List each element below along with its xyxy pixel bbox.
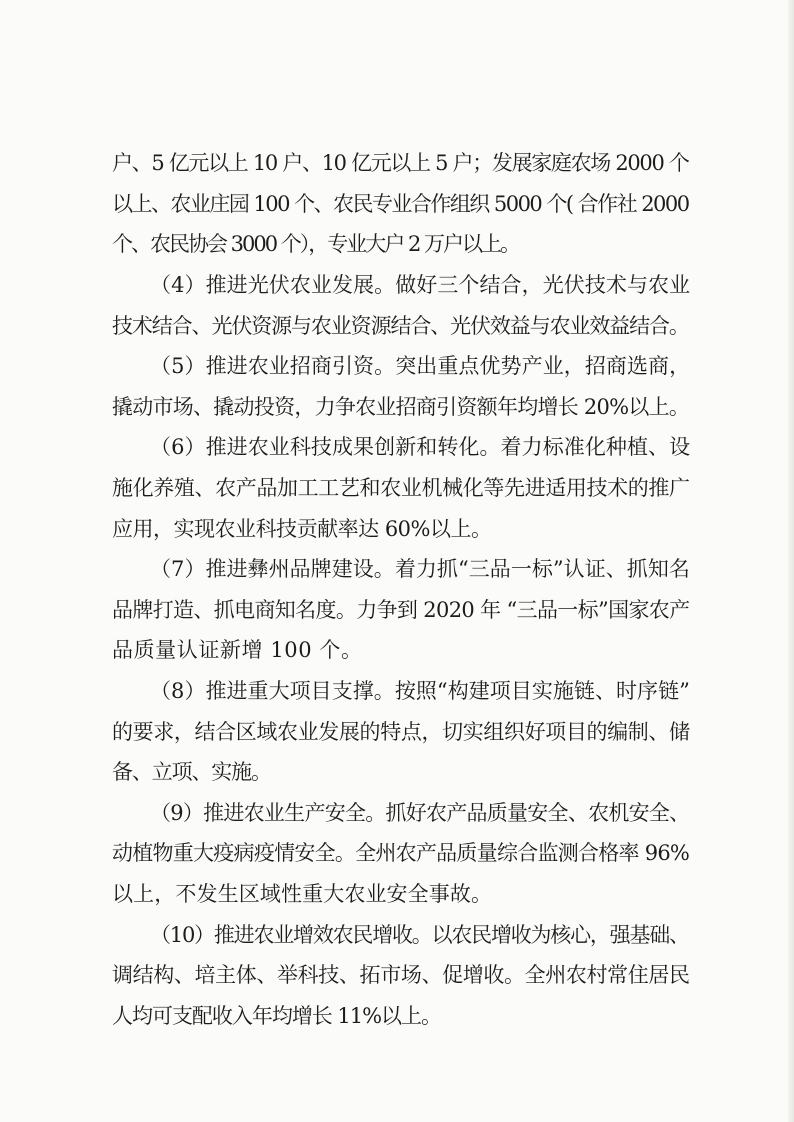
- text-line-6: （5）推进农业招商引资。突出重点优势产业，招商选商，: [150, 354, 691, 378]
- text-line-4: （4）推进光伏农业发展。做好三个结合，光伏技术与农业: [150, 273, 691, 297]
- text-line-16: 备、立项、实施。: [112, 760, 271, 784]
- text-line-19: 以上，不发生区域性重大农业安全事故。: [112, 882, 493, 906]
- text-line-14: （8）推进重大项目支撑。按照“构建项目实施链、时序链”: [150, 679, 690, 703]
- text-line-15: 的要求，结合区域农业发展的特点，切实组织好项目的编制、储: [112, 720, 690, 744]
- text-line-18: 动植物重大疫病疫情安全。全州农产品质量综合监测合格率 96%: [112, 841, 690, 865]
- page-edge-shadow: [788, 0, 794, 1122]
- text-line-8: （6）推进农业科技成果创新和转化。着力标准化种植、设: [150, 435, 691, 459]
- text-line-20: （10）推进农业增效农民增收。以农民增收为核心，强基础、: [150, 923, 689, 947]
- text-line-1: 户、5 亿元以上 10 户、10 亿元以上 5 户；发展家庭农场 2000 个: [112, 151, 689, 175]
- text-line-11: （7）推进彝州品牌建设。着力抓“三品一标”认证、抓知名: [150, 557, 690, 581]
- text-line-10: 应用，实现农业科技贡献率达 60%以上。: [112, 517, 492, 541]
- text-line-17: （9）推进农业生产安全。抓好农产品质量安全、农机安全、: [150, 801, 690, 825]
- text-line-7: 撬动市场、撬动投资，力争农业招商引资额年均增长 20%以上。: [112, 395, 690, 419]
- text-line-3: 个、农民协会 3000 个），专业大户 2 万户以上。: [112, 232, 520, 256]
- text-line-22: 人均可支配收入年均增长 11%以上。: [112, 1004, 441, 1028]
- text-line-21: 调结构、培主体、举科技、拓市场、促增收。全州农村常住居民: [112, 963, 690, 987]
- text-line-13: 品质量认证新增 100 个。: [112, 638, 363, 662]
- text-line-2: 以上、农业庄园 100 个、农民专业合作组织 5000 个( 合作社 2000: [112, 192, 689, 216]
- text-line-9: 施化养殖、农产品加工工艺和农业机械化等先进适用技术的推广: [112, 476, 690, 500]
- text-line-5: 技术结合、光伏资源与农业资源结合、光伏效益与农业效益结合。: [112, 314, 689, 338]
- text-line-12: 品牌打造、抓电商知名度。力争到 2020 年 “三品一标”国家农产: [112, 598, 690, 622]
